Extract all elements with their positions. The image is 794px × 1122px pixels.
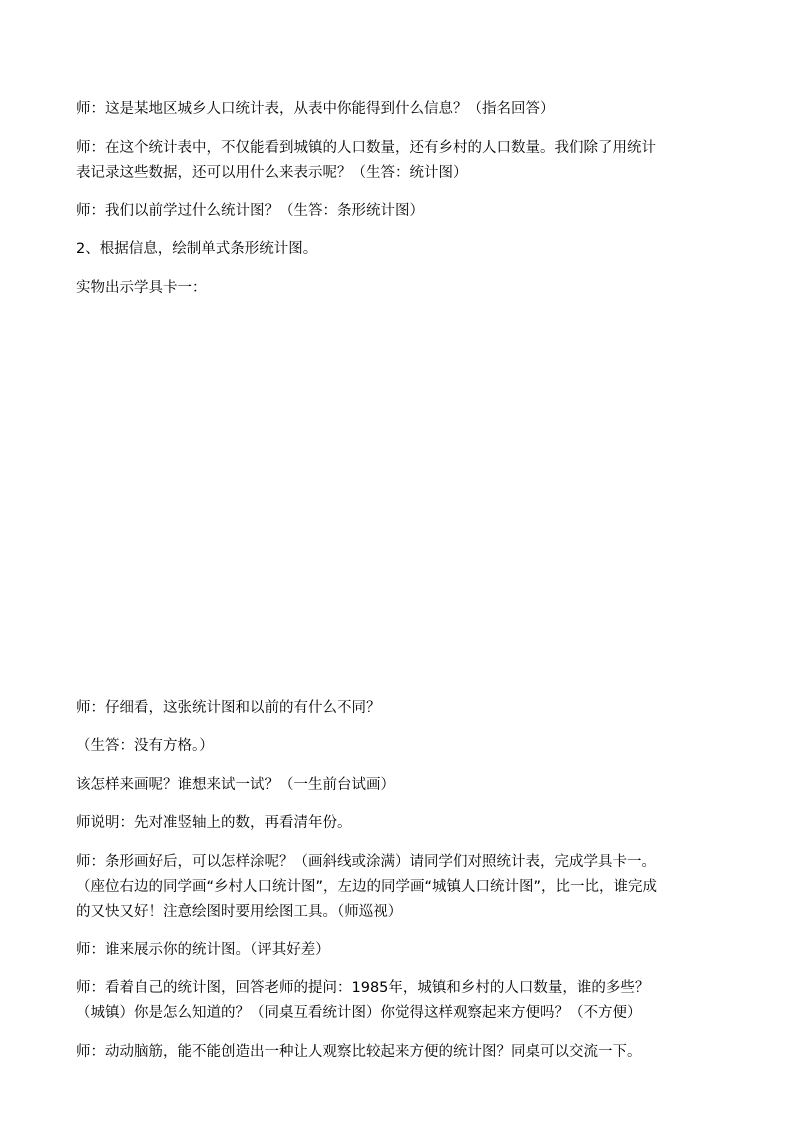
paragraph-4 [76, 237, 721, 262]
blank-figure-area [76, 305, 721, 685]
paragraph-13 [76, 1040, 721, 1065]
paragraph-line: 师：谁来展示你的统计图。（评其好差） [76, 942, 330, 958]
paragraph-1 [76, 97, 721, 122]
paragraph-7 [76, 734, 721, 759]
paragraph-8 [76, 773, 721, 798]
paragraph-line: 实物出示学具卡一： [76, 280, 207, 296]
paragraph-11 [76, 938, 721, 963]
paragraph-line: 师：这是某地区城乡人口统计表，从表中你能得到什么信息？（指名回答） [76, 101, 555, 117]
paragraph-10 [76, 850, 721, 925]
paragraph-line: （座位右边的同学画“乡村人口统计图”，左边的同学画“城镇人口统计图”，比一比，谁完成 [76, 879, 658, 895]
paragraph-line: 师说明：先对准竖轴上的数，再看清年份。 [76, 815, 352, 831]
paragraph-line: 师：在这个统计表中，不仅能看到城镇的人口数量，还有乡村的人口数量。我们除了用统计 [76, 140, 656, 156]
paragraph-line: 该怎样来画呢？谁想来试一试？（一生前台试画） [76, 777, 395, 793]
paragraph-line: 表记录这些数据，还可以用什么来表示呢？（生答：统计图） [76, 165, 468, 181]
paragraph-3 [76, 199, 721, 224]
paragraph-6 [76, 696, 721, 721]
paragraph-line: 的又快又好！注意绘图时要用绘图工具。（师巡视） [76, 904, 403, 920]
paragraph-line: （生答：没有方格。） [76, 738, 214, 754]
paragraph-9 [76, 811, 721, 836]
paragraph-line: 师：仔细看，这张统计图和以前的有什么不同？ [76, 700, 381, 716]
paragraph-line: 2、根据信息，绘制单式条形统计图。 [76, 241, 318, 257]
paragraph-line: （城镇）你是怎么知道的？（同桌互看统计图）你觉得这样观察起来方便吗？（不方便） [76, 1005, 642, 1021]
paragraph-line: 师：动动脑筋，能不能创造出一种让人观察比较起来方便的统计图？同桌可以交流一下。 [76, 1044, 642, 1060]
paragraph-2 [76, 136, 721, 186]
paragraph-line: 师：看着自己的统计图，回答老师的提问：1985年，城镇和乡村的人口数量，谁的多些？ [76, 980, 650, 996]
paragraph-5 [76, 276, 721, 301]
paragraph-12 [76, 976, 721, 1026]
paragraph-line: 师：我们以前学过什么统计图？（生答：条形统计图） [76, 203, 424, 219]
paragraph-line: 师：条形画好后，可以怎样涂呢？（画斜线或涂满）请同学们对照统计表，完成学具卡一。 [76, 854, 656, 870]
